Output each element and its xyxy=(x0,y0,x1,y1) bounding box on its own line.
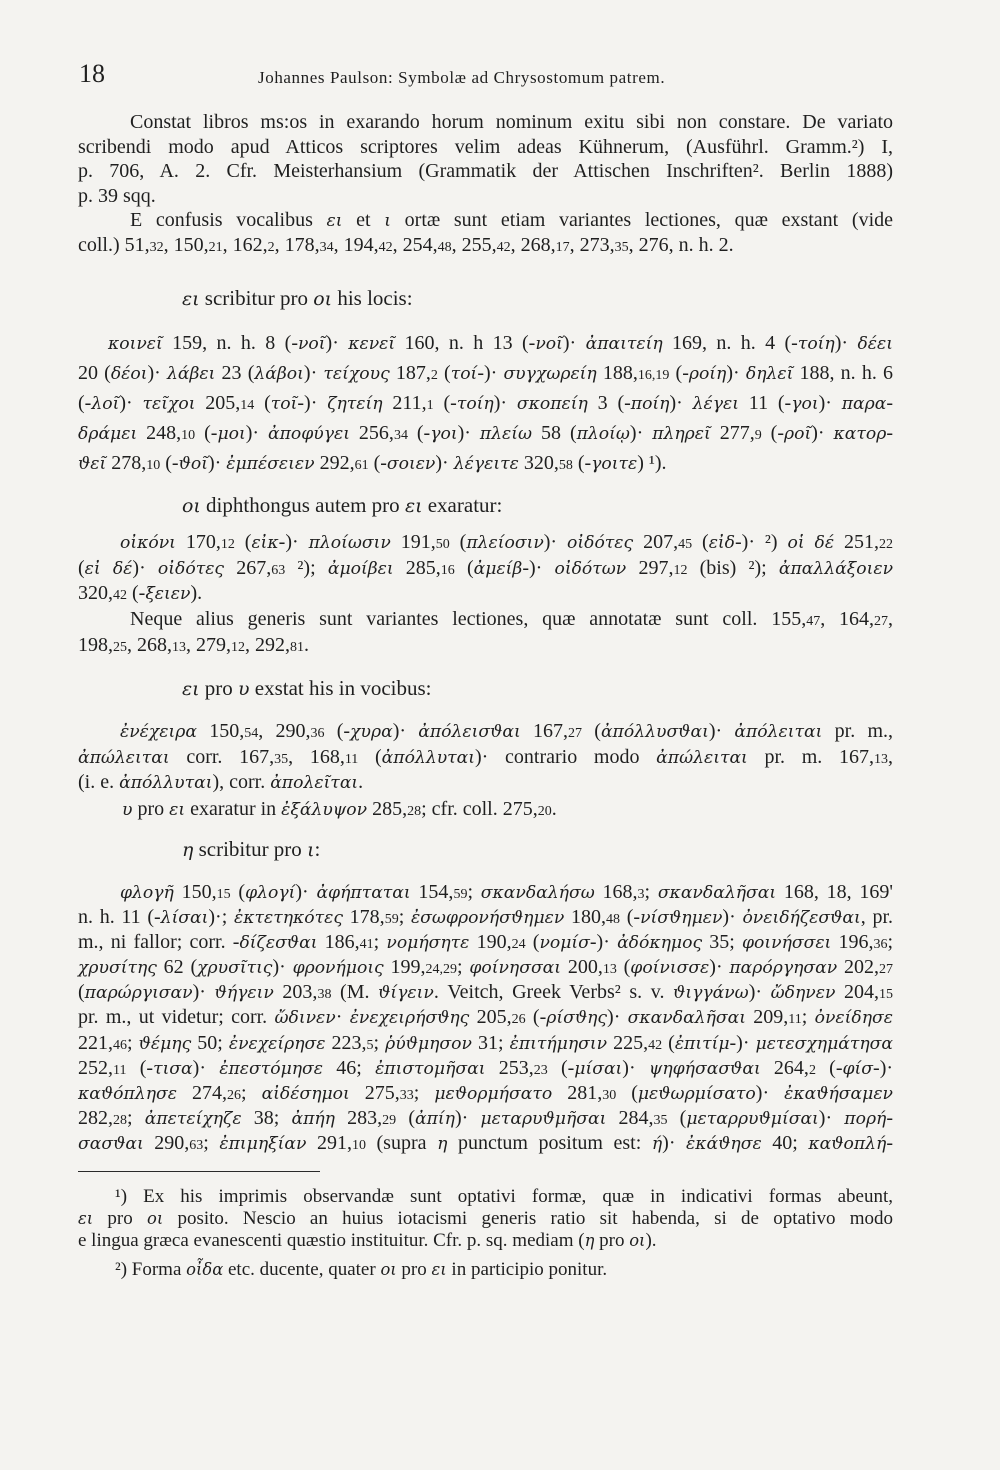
greek-word: ει xyxy=(182,678,200,700)
paragraph xyxy=(78,328,893,478)
line-reference: 15 xyxy=(879,987,894,1003)
section-heading: ει pro υ exstat his in vocibus: xyxy=(182,676,432,700)
greek-word: κατορ xyxy=(833,424,887,444)
greek-word: ἐπιτίμ xyxy=(674,1033,730,1054)
greek-word: δέοι xyxy=(110,364,148,384)
text-line: 20 (δέοι)· λάβει 23 (λάβοι)· τείχους 187,2 (τοί-)· συγχωρείη 188,16,19 (-ροίη)· δηλεῖ 188, n. h. 6 xyxy=(78,362,893,384)
greek-word: ἐκάϑησε xyxy=(686,1133,762,1154)
section-heading: η scribitur pro ι: xyxy=(182,837,321,861)
paragraph xyxy=(78,607,893,658)
line-reference: 2 xyxy=(808,1062,816,1078)
line-reference: 81 xyxy=(290,639,304,655)
greek-word: πλοίωσιν xyxy=(308,533,391,553)
greek-word: φοινήσσει xyxy=(742,933,832,954)
greek-word: ἐκαϑήσαμεν xyxy=(784,1083,893,1104)
text-line: m., ni fallor; corr. -δίζεσϑαι 186,41; νομήσητε 190,24 (νομίσ-)· ἀδόκημος 35; φοινήσσει 196,36; xyxy=(78,931,894,954)
line-reference: 35 xyxy=(653,1112,668,1128)
line-reference: 50 xyxy=(435,537,450,552)
line-reference: 26 xyxy=(511,1012,526,1028)
greek-word: μεταρρυϑμίσαι xyxy=(686,1108,819,1129)
text-line: Constat libros ms:os in exarando horum nominum exitu sibi non constare. De variato xyxy=(130,111,893,133)
line-reference: 22 xyxy=(879,537,894,552)
line-reference: 42 xyxy=(378,239,393,255)
line-reference: 35 xyxy=(274,751,289,767)
greek-word: ϑίγειν xyxy=(378,983,434,1004)
greek-word: ὤδινεν xyxy=(274,1008,336,1029)
greek-word: ἀπόλλυσϑαι xyxy=(600,722,709,742)
line-reference: 13 xyxy=(172,639,186,655)
line-reference: 48 xyxy=(437,239,452,255)
greek-word: χρυσῖτις xyxy=(197,958,273,979)
greek-word: ἀδόκημος xyxy=(617,933,703,954)
text-line: 221,46; ϑέμης 50; ἐνεχείρησε 223,5; ῥύϑμησον 31; ἐπιτήμησιν 225,42 (ἐπιτίμ-)· μετεσχημάτησα xyxy=(78,1031,894,1054)
line-reference: 21 xyxy=(208,239,223,255)
greek-word: ἀμοίβει xyxy=(327,558,394,579)
footnote-rule xyxy=(78,1171,320,1172)
greek-word: ἀπολεῖται xyxy=(270,773,359,793)
greek-word: οι xyxy=(147,1209,164,1228)
line-reference: 10 xyxy=(181,428,196,443)
greek-word: φρονήμοις xyxy=(292,958,384,979)
greek-word: ει xyxy=(182,288,200,310)
line-reference: 16 xyxy=(440,562,455,578)
greek-word: ροίη xyxy=(688,364,727,384)
greek-word: μεϑορμήσατο xyxy=(434,1083,553,1104)
greek-word: ἀπετείχηζε xyxy=(144,1108,242,1129)
greek-word: νομίσ xyxy=(539,933,590,954)
greek-word: μοι xyxy=(217,424,246,444)
greek-word: πλείοσιν xyxy=(466,533,544,553)
greek-word: οἰκόνι xyxy=(120,533,176,553)
greek-word: δηλεῖ xyxy=(745,364,794,384)
greek-word: οι xyxy=(182,495,201,517)
text-line: pr. m., ut videtur; corr. ὤδινεν· ἐνεχειρήσϑης 205,26 (-ρίσϑης)· σκανδαλῆσαι 209,11; ὀνείδησε xyxy=(78,1006,893,1029)
line-reference: 58 xyxy=(558,458,573,473)
line-reference: 27 xyxy=(874,614,889,629)
greek-word: καϑοπλή xyxy=(808,1133,887,1154)
text-line: E confusis vocalibus ει et ι ortæ sunt etiam variantes lectiones, quæ exstant (vide xyxy=(130,209,893,231)
greek-word: ῥύϑμησον xyxy=(385,1033,472,1054)
text-line: Neque alius generis sunt variantes lectiones, quæ annotatæ sunt coll. 155,47, 164,27, xyxy=(130,608,894,630)
line-reference: 47 xyxy=(806,614,821,629)
line-reference: 59 xyxy=(453,887,468,902)
greek-word: εἰ xyxy=(84,558,101,579)
greek-word: τεῖχοι xyxy=(142,394,196,414)
line-reference: 25 xyxy=(113,639,127,655)
footnote xyxy=(78,1186,893,1252)
greek-word: παρα xyxy=(841,394,887,414)
text-line: ¹) Ex his imprimis observandæ sunt optativi formæ, quæ in indicativi formas abeunt, xyxy=(115,1186,893,1207)
greek-word: λάβοι xyxy=(254,364,304,384)
line-reference: 5 xyxy=(366,1037,374,1053)
greek-word: συγχωρείη xyxy=(503,364,597,384)
line-reference: 12 xyxy=(673,562,688,578)
text-line: χρυσίτης 62 (χρυσῖτις)· φρονήμοις 199,24,29; φοίνησσαι 200,13 (φοίνισσε)· παρόργησαν 202,27 xyxy=(78,956,894,979)
greek-word: καϑόπλησε xyxy=(78,1083,177,1104)
greek-word: ἀπόλεισϑαι xyxy=(418,722,521,742)
line-reference: 42 xyxy=(113,588,127,603)
greek-word: χυρα xyxy=(350,722,393,742)
greek-word: δράμει xyxy=(78,424,138,444)
line-reference: 12 xyxy=(231,639,245,655)
greek-word: λοῖ xyxy=(91,394,120,414)
line-reference: 13 xyxy=(602,962,617,978)
greek-word: η xyxy=(437,1133,448,1154)
greek-word: νοῖ xyxy=(535,334,563,354)
greek-word: ϑιγγάνω xyxy=(673,983,749,1004)
line-reference: 33 xyxy=(399,1087,414,1103)
greek-word: σοιεν xyxy=(386,454,436,474)
text-line: οἰκόνι 170,12 (εἰκ-)· πλοίωσιν 191,50 (πλείοσιν)· οἰδότες 207,45 (εἰδ-)· ²) οἱ δέ 251,22 xyxy=(120,531,894,553)
greek-word: γοιτε xyxy=(591,454,638,474)
greek-word: σασϑαι xyxy=(78,1133,144,1154)
greek-word: πορή xyxy=(844,1108,887,1129)
line-reference: 16,19 xyxy=(637,368,670,383)
greek-word: πλείω xyxy=(479,424,533,444)
greek-word: υ xyxy=(122,800,133,820)
greek-word: οἰδότες xyxy=(567,533,634,553)
greek-word: κοινεῖ xyxy=(108,334,163,354)
greek-word: ἐξάλυψον xyxy=(281,800,368,820)
greek-word: σκανδαλῆσαι xyxy=(627,1008,746,1029)
text-line: scribendi modo apud Atticos scriptores velim adeas Kühnerum, (Ausführl. Gramm.²) I, xyxy=(78,135,893,158)
text-line: κοινεῖ 159, n. h. 8 (-νοῖ)· κενεῖ 160, n. h 13 (-νοῖ)· ἀπαιτείη 169, n. h. 4 (-τοίη)· δέει xyxy=(108,332,893,354)
line-reference: 23 xyxy=(533,1062,548,1078)
text-line: (i. e. ἀπόλλυται), corr. ἀπολεῖται. xyxy=(78,771,364,793)
text-line: 282,28; ἀπετείχηζε 38; ἀπήη 283,29 (ἀπίη)· μεταρυϑμῆσαι 284,35 (μεταρρυϑμίσαι)· πορή- xyxy=(78,1106,894,1129)
greek-word: ἐκτετηκότες xyxy=(233,908,343,929)
greek-word: φίσ xyxy=(842,1058,874,1079)
greek-word: σκοπείη xyxy=(516,394,588,414)
greek-word: νοῖ xyxy=(297,334,326,354)
greek-word: ἐνέχειρα xyxy=(120,722,197,742)
greek-word: οἶδα xyxy=(186,1260,224,1279)
greek-word: λέγειτε xyxy=(453,454,519,474)
line-reference: 29 xyxy=(382,1112,397,1128)
greek-word: ι xyxy=(307,839,315,861)
line-reference: 11 xyxy=(344,751,359,767)
greek-word: φλογί xyxy=(245,883,296,903)
greek-word: ἀπόλλυται xyxy=(381,747,476,768)
line-reference: 28 xyxy=(113,1112,127,1128)
text-line: ϑεῖ 278,10 (-ϑοῖ)· ἐμπέσειεν 292,61 (-σοιεν)· λέγειτε 320,58 (-γοιτε) ¹). xyxy=(78,452,667,474)
greek-word: παρόργησαν xyxy=(729,958,838,979)
greek-word: νομήσητε xyxy=(386,933,470,954)
text-line: e lingua græca evanescenti quæstio instituitur. Cfr. p. sq. mediam (η pro οι). xyxy=(78,1230,657,1251)
greek-word: σκανδαλήσω xyxy=(480,883,595,903)
greek-word: ϑέμης xyxy=(138,1033,192,1054)
greek-word: η xyxy=(584,1231,595,1250)
text-line: 320,42 (-ξειεν). xyxy=(78,582,203,604)
line-reference: 35 xyxy=(614,239,629,255)
greek-word: σκανδαλῆσαι xyxy=(657,883,777,903)
greek-word: λίσαι xyxy=(160,908,209,929)
line-reference: 38 xyxy=(317,987,332,1003)
greek-word: ι xyxy=(384,211,392,231)
greek-word: ει xyxy=(169,800,186,820)
line-reference: 27 xyxy=(568,726,583,741)
greek-word: λάβει xyxy=(166,364,216,384)
greek-word: γοι xyxy=(791,394,819,414)
line-reference: 10 xyxy=(146,458,161,473)
greek-word: τοίη xyxy=(797,334,835,354)
section-heading: ει scribitur pro οι his locis: xyxy=(182,286,413,310)
greek-word: πληρεῖ xyxy=(652,424,711,444)
greek-word: ή xyxy=(651,1133,663,1154)
text-line: (παρώργισαν)· ϑήγειν 203,38 (M. ϑίγειν. Veitch, Greek Verbs² s. v. ϑιγγάνω)· ὤδηνεν 204,15 xyxy=(78,981,894,1004)
greek-word: κενεῖ xyxy=(348,334,396,354)
section-heading: οι diphthongus autem pro ει exaratur: xyxy=(182,493,503,517)
text-line: υ pro ει exaratur in ἐξάλυψον 285,28; cfr. coll. 275,20. xyxy=(122,798,557,820)
line-reference: 42 xyxy=(648,1037,663,1053)
paragraph xyxy=(78,530,893,607)
greek-word: ἀμείβ xyxy=(473,558,523,579)
greek-word: ἀπαλλάξοιεν xyxy=(778,558,894,579)
text-line: n. h. 11 (-λίσαι)·; ἐκτετηκότες 178,59; ἐσωφρονήσϑημεν 180,48 (-νίσϑημεν)· ὀνειδήζεσϑαι, pr. xyxy=(78,906,894,929)
greek-word: μεταρυϑμῆσαι xyxy=(480,1108,607,1129)
line-reference: 34 xyxy=(393,428,408,443)
greek-word: λέγει xyxy=(692,394,739,414)
line-reference: 9 xyxy=(754,428,762,443)
greek-word: τοί xyxy=(450,364,478,384)
line-reference: 46 xyxy=(113,1037,127,1053)
greek-word: χρυσίτης xyxy=(78,958,157,979)
line-reference: 36 xyxy=(873,937,888,953)
text-line: ἀπώλειται corr. 167,35, 168,11 (ἀπόλλυται)· contrario modo ἀπώλειται pr. m. 167,13, xyxy=(78,745,894,768)
text-line: (εἰ δέ)· οἰδότες 267,63 ²); ἀμοίβει 285,16 (ἀμείβ-)· οἰδότων 297,12 (bis) ²); ἀπαλλάξοιεν xyxy=(78,556,894,579)
page-number: 18 xyxy=(79,59,105,88)
line-reference: 11 xyxy=(788,1012,802,1028)
line-reference: 36 xyxy=(310,726,325,741)
text-line: δράμει 248,10 (-μοι)· ἀποφύγει 256,34 (-γοι)· πλείω 58 (πλοίῳ)· πληρεῖ 277,9 (-ροῖ)· κατορ- xyxy=(78,422,893,444)
greek-word: ἀπώλειται xyxy=(656,747,748,768)
greek-word: δέει xyxy=(857,334,893,354)
text-line: φλογῆ 150,15 (φλογί)· ἀφήπταται 154,59; σκανδαλήσω 168,3; σκανδαλῆσαι 168, 18, 169' xyxy=(120,881,894,903)
greek-word: οἰδότων xyxy=(554,558,627,579)
greek-word: φοίνισσε xyxy=(630,958,710,979)
greek-word: ἀποφύγει xyxy=(268,424,350,444)
line-reference: 48 xyxy=(606,912,621,928)
greek-word: εἰδ xyxy=(708,533,735,553)
text-line: 252,11 (-τισα)· ἐπεστόμησε 46; ἐπιστομῆσαι 253,23 (-μίσαι)· ψηφήσασϑαι 264,2 (-φίσ-)· xyxy=(78,1056,894,1079)
line-reference: 61 xyxy=(354,458,369,473)
line-reference: 1 xyxy=(426,398,434,413)
line-reference: 41 xyxy=(359,937,374,953)
greek-word: ψηφήσασϑαι xyxy=(648,1058,761,1079)
line-reference: 63 xyxy=(271,562,286,578)
line-reference: 12 xyxy=(220,537,235,552)
greek-word: ει xyxy=(431,1260,447,1279)
text-line: p. 39 sqq. xyxy=(78,184,156,207)
line-reference: 11 xyxy=(113,1062,127,1078)
greek-word: οἰδότες xyxy=(157,558,225,579)
greek-word: ὤδηνεν xyxy=(770,983,836,1004)
greek-word: οἱ xyxy=(787,533,805,553)
running-head: Johannes Paulson: Symbolæ ad Chrysostomum patrem. xyxy=(258,68,666,87)
text-line: p. 706, A. 2. Cfr. Meisterhansium (Grammatik der Attischen Inschriften². Berlin 1888) xyxy=(78,160,893,182)
greek-word: ροῖ xyxy=(784,424,812,444)
greek-word: ἀφήπταται xyxy=(316,883,411,903)
greek-word: αἰδέσημοι xyxy=(261,1083,350,1104)
line-reference: 2 xyxy=(430,368,438,383)
line-reference: 32 xyxy=(149,239,164,255)
paragraph xyxy=(78,208,893,257)
greek-word: ἐπιμηξίαν xyxy=(219,1133,307,1154)
line-reference: 15 xyxy=(216,887,231,902)
greek-word: ποίη xyxy=(630,394,670,414)
greek-word: φλογῆ xyxy=(120,883,174,903)
line-reference: 3 xyxy=(637,887,645,902)
text-line: 198,25, 268,13, 279,12, 292,81. xyxy=(78,633,309,656)
line-reference: 45 xyxy=(678,537,693,552)
greek-word: οι xyxy=(313,288,333,310)
line-reference: 17 xyxy=(555,239,570,255)
greek-word: εἰκ xyxy=(251,533,279,553)
greek-word: ἀπόλειται xyxy=(734,722,823,742)
line-reference: 10 xyxy=(351,1137,366,1153)
text-line: σασϑαι 290,63; ἐπιμηξίαν 291,10 (supra η punctum positum est: ή)· ἐκάϑησε 40; καϑοπλή- xyxy=(78,1131,894,1154)
greek-word: ρίσϑης xyxy=(546,1008,608,1029)
greek-word: η xyxy=(182,839,194,861)
greek-word: υ xyxy=(238,678,250,700)
greek-word: ϑεῖ xyxy=(78,454,107,474)
line-reference: 34 xyxy=(319,239,334,255)
line-reference: 24 xyxy=(511,937,526,953)
line-reference: 26 xyxy=(226,1087,241,1103)
greek-word: ὀνειδήζεσϑαι xyxy=(742,908,861,929)
line-reference: 59 xyxy=(384,912,399,928)
paragraph xyxy=(78,719,893,796)
greek-word: ἐπιτήμησιν xyxy=(509,1033,608,1054)
greek-word: νίσϑημεν xyxy=(640,908,723,929)
greek-word: μετεσχημάτησα xyxy=(755,1033,894,1054)
text-line: ει pro οι posito. Nescio an huius iotacismi generis ratio sit habenda, si de optativo modo xyxy=(78,1208,894,1229)
line-reference: 14 xyxy=(240,398,255,413)
greek-word: ἀπαιτείη xyxy=(585,334,663,354)
paragraph xyxy=(78,797,893,823)
greek-word: ἀπίη xyxy=(414,1108,455,1129)
line-reference: 2 xyxy=(267,239,275,255)
text-line: καϑόπλησε 274,26; αἰδέσημοι 275,33; μεϑορμήσατο 281,30 (μεϑωρμίσατο)· ἐκαϑήσαμεν xyxy=(78,1081,893,1104)
paragraph xyxy=(78,880,893,1156)
greek-word: ει xyxy=(78,1209,94,1228)
greek-word: ἐπεστόμησε xyxy=(219,1058,323,1079)
greek-word: ὀνείδησε xyxy=(814,1008,893,1029)
greek-word: ϑήγειν xyxy=(214,983,274,1004)
greek-word: ἀπώλειται xyxy=(78,747,170,768)
greek-word: πλοίῳ xyxy=(576,424,630,444)
text-line: coll.) 51,32, 150,21, 162,2, 178,34, 194,42, 254,48, 255,42, 268,17, 273,35, 276, n. h. 2. xyxy=(78,233,734,256)
greek-word: οι xyxy=(629,1231,646,1250)
line-reference: 30 xyxy=(602,1087,617,1103)
line-reference: 28 xyxy=(407,804,422,819)
line-reference: 42 xyxy=(496,239,511,255)
greek-word: οι xyxy=(380,1260,397,1279)
greek-word: ει xyxy=(326,211,343,231)
greek-word: ἐπιστομῆσαι xyxy=(375,1058,486,1079)
greek-word: ἐνεχείρησε xyxy=(228,1033,326,1054)
text-line: ἐνέχειρα 150,54, 290,36 (-χυρα)· ἀπόλεισϑαι 167,27 (ἀπόλλυσϑαι)· ἀπόλειται pr. m., xyxy=(120,720,894,742)
greek-word: παρώργισαν xyxy=(84,983,193,1004)
greek-word: τισα xyxy=(153,1058,193,1079)
text-line: (-λοῖ)· τεῖχοι 205,14 (τοῖ-)· ζητείη 211,1 (-τοίη)· σκοπείη 3 (-ποίη)· λέγει 11 (-γοι)· παρα- xyxy=(78,392,894,414)
greek-word: γοι xyxy=(430,424,458,444)
greek-word: ει xyxy=(404,495,423,517)
greek-word: δέ xyxy=(112,558,133,579)
greek-word: τοῖ xyxy=(270,394,298,414)
greek-word: ξειεν xyxy=(145,584,191,604)
line-reference: 24,29 xyxy=(425,962,457,978)
line-reference: 13 xyxy=(874,751,889,767)
greek-word: ἐνεχειρήσϑης xyxy=(349,1008,470,1029)
greek-word: ἀπήη xyxy=(291,1108,335,1129)
greek-word: ἀπόλλυται xyxy=(119,773,213,793)
line-reference: 63 xyxy=(189,1137,204,1153)
paragraph xyxy=(78,110,893,208)
line-reference: 54 xyxy=(244,726,259,741)
greek-word: φοίνησσαι xyxy=(469,958,562,979)
greek-word: δέ xyxy=(814,533,835,553)
greek-word: ζητείη xyxy=(327,394,383,414)
greek-word: τείχους xyxy=(323,364,390,384)
text-line: ²) Forma οἶδα etc. ducente, quater οι pro ει in participio ponitur. xyxy=(115,1259,608,1280)
greek-word: τοίη xyxy=(456,394,494,414)
greek-word: ἐσωφρονήσϑημεν xyxy=(410,908,565,929)
line-reference: 27 xyxy=(879,962,894,978)
line-reference: 20 xyxy=(537,804,552,819)
greek-word: ϑοῖ xyxy=(178,454,208,474)
greek-word: μίσαι xyxy=(574,1058,623,1079)
greek-word: ἐμπέσειεν xyxy=(226,454,315,474)
greek-word: δίζεσϑαι xyxy=(239,933,318,954)
greek-word: μεϑωρμίσατο xyxy=(637,1083,756,1104)
footnote xyxy=(78,1259,893,1281)
